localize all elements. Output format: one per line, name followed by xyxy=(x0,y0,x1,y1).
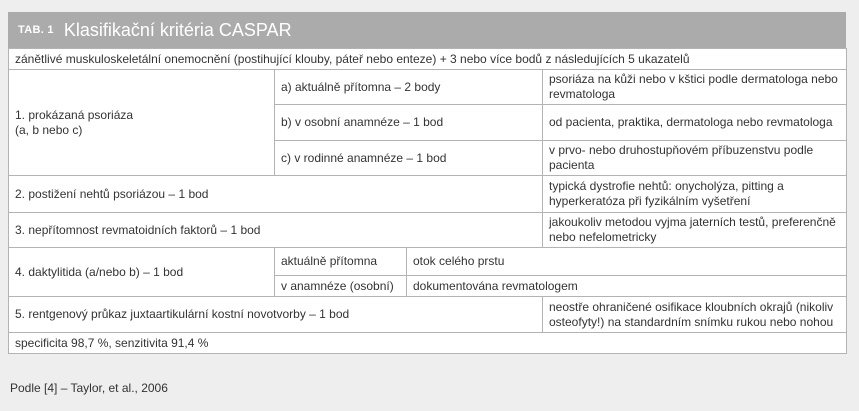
criterion-5-label: 5. rentgenový průkaz juxtaartikulární kostní novotvorby – 1 bod xyxy=(9,297,543,333)
criterion-1a-detail: psoriáza na kůži nebo v kštici podle dermatologa nebo revmatologa xyxy=(543,70,847,105)
criterion-1b-detail: od pacienta, praktika, dermatologa nebo revmatologa xyxy=(543,105,847,141)
criterion-5-detail: neostře ohraničené osifikace kloubních okrajů (nikoliv osteofyty!) na standardním snímku rukou nebo nohou xyxy=(543,297,847,333)
source-note: Podle [4] – Taylor, et al., 2006 xyxy=(10,381,168,395)
criterion-1a-condition: a) aktuálně přítomna – 2 body xyxy=(275,70,543,105)
table-row xyxy=(9,297,847,333)
criterion-4a-detail: otok celého prstu xyxy=(407,248,847,276)
specificity-sensitivity: specificita 98,7 %, senzitivita 91,4 % xyxy=(9,333,847,354)
criterion-1-label xyxy=(9,70,275,176)
criterion-1c-detail: v prvo- nebo druhostupňovém příbuzenstvu podle pacienta xyxy=(543,141,847,176)
criterion-1-label-line1: 1. prokázaná psoriáza xyxy=(15,107,134,122)
criterion-4b-detail: dokumentována revmatologem xyxy=(407,276,847,297)
table-row xyxy=(9,213,847,248)
criterion-3-detail: jakoukoliv metodou vyjma jaterních testů, preferenčně nebo nefelometricky xyxy=(543,213,847,248)
table-row-footer xyxy=(9,333,847,354)
table-title-bar xyxy=(8,12,846,48)
criterion-4b-condition: v anamnéze (osobní) xyxy=(275,276,407,297)
table-row xyxy=(9,176,847,213)
criterion-2-detail: typická dystrofie nehtů: onycholýza, pitting a hyperkeratóza při fyzikálním vyšetření xyxy=(543,176,847,213)
intro-cell: zánětlivé muskuloskeletální onemocnění (postihující klouby, páteř nebo enteze) + 3 nebo více bodů z následujících 5 ukazatelů xyxy=(9,49,847,70)
table-number: TAB. 1 xyxy=(18,24,54,36)
criterion-1b-condition: b) v osobní anamnéze – 1 bod xyxy=(275,105,543,141)
criterion-2-label: 2. postižení nehtů psoriázou – 1 bod xyxy=(9,176,543,213)
criterion-4a-condition: aktuálně přítomna xyxy=(275,248,407,276)
criterion-4-label: 4. daktylitida (a/nebo b) – 1 bod xyxy=(9,248,275,297)
criterion-1c-condition: c) v rodinné anamnéze – 1 bod xyxy=(275,141,543,176)
criterion-3-label: 3. nepřítomnost revmatoidních faktorů – 1 bod xyxy=(9,213,543,248)
table-title: Klasifikační kritéria CASPAR xyxy=(63,19,292,40)
caspar-criteria-table xyxy=(8,48,847,354)
criterion-1-label-line2: (a, b nebo c) xyxy=(15,122,83,137)
table-row xyxy=(9,248,847,276)
table-row xyxy=(9,70,847,105)
table-row-intro xyxy=(9,49,847,70)
